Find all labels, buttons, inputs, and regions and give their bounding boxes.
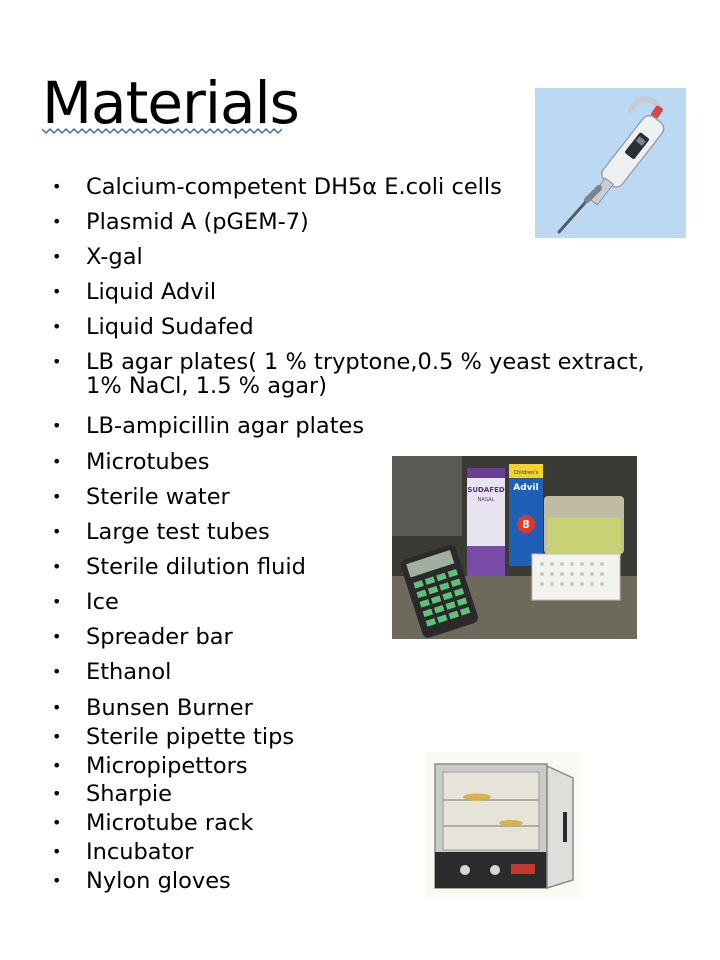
bullet: • (52, 756, 62, 775)
bullet: • (52, 592, 62, 611)
sudafed-advil-calculator-photo (392, 456, 637, 639)
slide-title: Materials (42, 69, 299, 137)
bullet: • (52, 522, 62, 541)
bullet: • (52, 416, 62, 435)
list-item-text: LB-ampicillin agar plates (86, 413, 365, 439)
spellcheck-underline (42, 126, 282, 136)
bullet: • (52, 452, 62, 471)
incubator-illustration (425, 752, 580, 898)
bullet: • (52, 557, 62, 576)
bullet: • (52, 662, 62, 681)
list-item-text: Sterile pipette tips (86, 724, 295, 750)
sudafed-sub-label: NASAL (477, 497, 495, 503)
bullet: • (52, 282, 62, 301)
advil-top-label: Children's (513, 470, 539, 476)
list-item-text: Sterile water (86, 484, 230, 510)
bullet: • (52, 177, 62, 196)
incubator-photo (425, 752, 580, 898)
list-item-text: Spreader bar (86, 624, 233, 650)
bullet: • (52, 487, 62, 506)
list-item-text: Microtube rack (86, 810, 254, 836)
bullet: • (52, 727, 62, 746)
list-item-text: Liquid Advil (86, 279, 217, 305)
list-item-text: Liquid Sudafed (86, 314, 254, 340)
list-item-text: LB agar plates( 1 % tryptone,0.5 % yeast extract, 1% NaCl, 1.5 % agar) (86, 349, 645, 399)
advil-label: Advil (513, 483, 539, 493)
list-item-text: Nylon gloves (86, 868, 231, 894)
list-item-text: Microtubes (86, 449, 210, 475)
list-item-text: Micropipettors (86, 753, 248, 779)
bullet: • (52, 317, 62, 336)
list-item-text: Sterile dilution fluid (86, 554, 306, 580)
micropipette-photo (535, 88, 686, 238)
list-item-text: Plasmid A (pGEM-7) (86, 209, 309, 235)
bullet: • (52, 247, 62, 266)
bullet: • (52, 352, 62, 371)
bullet: • (52, 784, 62, 803)
list-item-text: Ice (86, 589, 119, 615)
list-item-text: Incubator (86, 839, 194, 865)
list-item-text: Ethanol (86, 659, 172, 685)
bullet: • (52, 212, 62, 231)
bullet: • (52, 813, 62, 832)
bullet: • (52, 871, 62, 890)
bullet: • (52, 698, 62, 717)
list-item-text: Calcium-competent DH5α E.coli cells (86, 174, 502, 200)
list-item-text: X-gal (86, 244, 143, 270)
sudafed-label: SUDAFED (467, 486, 505, 494)
bullet: • (52, 842, 62, 861)
advil-number: 8 (522, 518, 530, 531)
list-item-text: Sharpie (86, 781, 172, 807)
bullet: • (52, 627, 62, 646)
micropipette-illustration (535, 88, 686, 238)
list-item-text: Bunsen Burner (86, 695, 253, 721)
list-item-text: Large test tubes (86, 519, 270, 545)
medicine-scene-illustration (392, 456, 637, 639)
